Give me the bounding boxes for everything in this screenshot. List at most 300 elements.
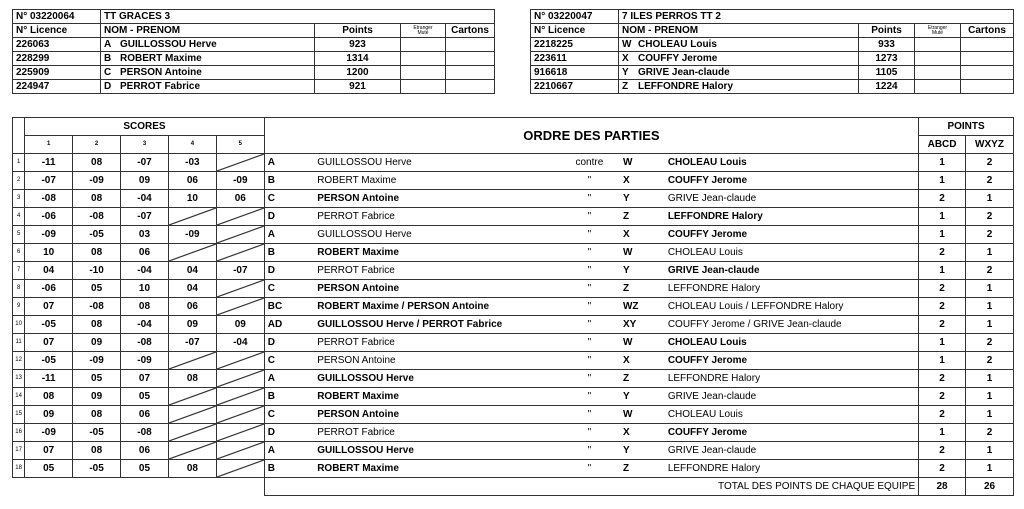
match-number: 13 bbox=[13, 370, 25, 388]
empty-set-cell bbox=[216, 460, 264, 478]
set-score: 09 bbox=[73, 334, 121, 352]
set-score: -04 bbox=[121, 190, 169, 208]
set-score: -09 bbox=[25, 424, 73, 442]
match-number: 9 bbox=[13, 298, 25, 316]
col-etranger: Etranger bbox=[413, 24, 433, 31]
points-abcd: 2 bbox=[919, 442, 966, 460]
match-row bbox=[13, 388, 1014, 406]
team-b-letter: W bbox=[620, 154, 665, 172]
strike-line bbox=[169, 352, 216, 369]
team-a-player: PERSON Antoine bbox=[314, 352, 559, 370]
player-name: GRIVE Jean-claude bbox=[638, 67, 730, 78]
points-wxyz: 1 bbox=[966, 298, 1014, 316]
team-a-letter: B bbox=[264, 460, 314, 478]
set-score: 03 bbox=[121, 226, 169, 244]
player-name-cell bbox=[619, 66, 859, 80]
team-b-player: CHOLEAU Louis bbox=[665, 154, 919, 172]
set-score: 08 bbox=[168, 460, 216, 478]
team-a-player: PERSON Antoine bbox=[314, 406, 559, 424]
player-points: 1200 bbox=[315, 66, 401, 80]
points-wxyz: 1 bbox=[966, 244, 1014, 262]
player-letter: Z bbox=[622, 81, 629, 92]
player-row bbox=[531, 80, 1014, 94]
team-a-letter: A bbox=[264, 226, 314, 244]
player-cartons bbox=[961, 66, 1014, 80]
team-a-player: PERROT Fabrice bbox=[314, 424, 559, 442]
col-licence: N° Licence bbox=[13, 24, 101, 38]
empty-set-cell bbox=[216, 352, 264, 370]
col-points: Points bbox=[859, 24, 915, 38]
col-points: Points bbox=[315, 24, 401, 38]
player-etranger-mute bbox=[401, 38, 446, 52]
points-wxyz: 1 bbox=[966, 406, 1014, 424]
match-row bbox=[13, 190, 1014, 208]
team-b-player: LEFFONDRE Halory bbox=[665, 280, 919, 298]
set-score: -11 bbox=[25, 154, 73, 172]
set-score: -07 bbox=[121, 154, 169, 172]
match-number: 12 bbox=[13, 352, 25, 370]
team-b-player: GRIVE Jean-claude bbox=[665, 442, 919, 460]
set-score: 08 bbox=[168, 370, 216, 388]
set-score: 10 bbox=[25, 244, 73, 262]
player-etranger-mute bbox=[401, 66, 446, 80]
player-cartons bbox=[961, 38, 1014, 52]
team-header-row bbox=[13, 10, 495, 24]
strike-line bbox=[217, 406, 264, 423]
set-header: 5 bbox=[216, 136, 264, 154]
team-b-player: CHOLEAU Louis bbox=[665, 244, 919, 262]
col-cartons: Cartons bbox=[961, 24, 1014, 38]
player-cartons bbox=[446, 80, 495, 94]
versus-label: " bbox=[559, 370, 620, 388]
team-a-player: ROBERT Maxime bbox=[314, 388, 559, 406]
player-row bbox=[13, 80, 495, 94]
empty-set-cell bbox=[168, 442, 216, 460]
points-abcd: 2 bbox=[919, 280, 966, 298]
set-score: 10 bbox=[168, 190, 216, 208]
versus-label: " bbox=[559, 280, 620, 298]
versus-label: " bbox=[559, 442, 620, 460]
set-score: -11 bbox=[25, 370, 73, 388]
team-b-letter: W bbox=[620, 334, 665, 352]
col-licence: N° Licence bbox=[531, 24, 619, 38]
points-abcd: 2 bbox=[919, 388, 966, 406]
match-row bbox=[13, 316, 1014, 334]
match-row bbox=[13, 298, 1014, 316]
versus-label: " bbox=[559, 208, 620, 226]
points-wxyz: 1 bbox=[966, 442, 1014, 460]
player-name-cell bbox=[101, 80, 315, 94]
points-abcd: 1 bbox=[919, 262, 966, 280]
strike-line bbox=[217, 244, 264, 261]
points-abcd: 1 bbox=[919, 334, 966, 352]
player-cartons bbox=[961, 52, 1014, 66]
set-header: 3 bbox=[121, 136, 169, 154]
strike-line bbox=[169, 208, 216, 225]
team-b-player: CHOLEAU Louis bbox=[665, 334, 919, 352]
empty-set-cell bbox=[216, 208, 264, 226]
team-b-letter: Z bbox=[620, 280, 665, 298]
points-abcd: 1 bbox=[919, 154, 966, 172]
strike-line bbox=[217, 460, 264, 477]
player-licence: 223611 bbox=[531, 52, 619, 66]
player-name-cell bbox=[619, 52, 859, 66]
team-a-letter: B bbox=[264, 172, 314, 190]
player-name: CHOLEAU Louis bbox=[638, 39, 717, 50]
match-row bbox=[13, 406, 1014, 424]
match-number: 18 bbox=[13, 460, 25, 478]
set-score: -09 bbox=[25, 226, 73, 244]
team-b-player: GRIVE Jean-claude bbox=[665, 388, 919, 406]
player-name: PERROT Fabrice bbox=[120, 81, 201, 92]
player-points: 933 bbox=[859, 38, 915, 52]
team-a-player: PERSON Antoine bbox=[314, 190, 559, 208]
team-b-letter: Z bbox=[620, 208, 665, 226]
points-abcd: 1 bbox=[919, 172, 966, 190]
col-etranger: Etranger bbox=[927, 24, 948, 31]
set-score: -08 bbox=[73, 208, 121, 226]
team-a-player: GUILLOSSOU Herve / PERROT Fabrice bbox=[314, 316, 559, 334]
set-score: 10 bbox=[121, 280, 169, 298]
empty-set-cell bbox=[216, 244, 264, 262]
player-name-cell bbox=[101, 52, 315, 66]
team-a-player: GUILLOSSOU Herve bbox=[314, 442, 559, 460]
player-licence: 2218225 bbox=[531, 38, 619, 52]
set-score: 08 bbox=[73, 442, 121, 460]
empty-set-cell bbox=[168, 406, 216, 424]
match-number: 2 bbox=[13, 172, 25, 190]
player-letter: Y bbox=[622, 67, 629, 78]
set-score: 09 bbox=[168, 316, 216, 334]
set-score: -08 bbox=[121, 334, 169, 352]
set-score: -03 bbox=[168, 154, 216, 172]
team-b-player: GRIVE Jean-claude bbox=[665, 190, 919, 208]
team-a-player: GUILLOSSOU Herve bbox=[314, 154, 559, 172]
points-abcd: 2 bbox=[919, 316, 966, 334]
points-abcd: 2 bbox=[919, 406, 966, 424]
versus-label: " bbox=[559, 334, 620, 352]
strike-line bbox=[217, 388, 264, 405]
points-abcd: 2 bbox=[919, 244, 966, 262]
team-a-letter: A bbox=[264, 442, 314, 460]
strike-line bbox=[217, 370, 264, 387]
team-a-player: PERROT Fabrice bbox=[314, 208, 559, 226]
total-wxyz: 26 bbox=[966, 478, 1014, 496]
team-b-player: COUFFY Jerome bbox=[665, 352, 919, 370]
empty-set-cell bbox=[216, 226, 264, 244]
player-name-cell bbox=[619, 38, 859, 52]
points-wxyz: 1 bbox=[966, 460, 1014, 478]
set-score: -09 bbox=[216, 172, 264, 190]
team-b-player: CHOLEAU Louis bbox=[665, 406, 919, 424]
team-a-player: PERROT Fabrice bbox=[314, 334, 559, 352]
team-name: TT GRACES 3 bbox=[101, 10, 495, 24]
points-wxyz: 1 bbox=[966, 370, 1014, 388]
points-abcd: 1 bbox=[919, 226, 966, 244]
team-b-letter: WZ bbox=[620, 298, 665, 316]
player-row bbox=[13, 66, 495, 80]
empty-set-cell bbox=[216, 424, 264, 442]
match-number: 10 bbox=[13, 316, 25, 334]
match-row bbox=[13, 280, 1014, 298]
set-score: 08 bbox=[121, 298, 169, 316]
points-wxyz: 2 bbox=[966, 262, 1014, 280]
empty-set-cell bbox=[168, 208, 216, 226]
player-letter: X bbox=[622, 53, 629, 64]
strike-line bbox=[169, 388, 216, 405]
set-score: 05 bbox=[121, 460, 169, 478]
strike-line bbox=[169, 442, 216, 459]
set-score: -08 bbox=[121, 424, 169, 442]
set-score: -05 bbox=[25, 352, 73, 370]
team-a-letter: C bbox=[264, 190, 314, 208]
set-score: -08 bbox=[25, 190, 73, 208]
versus-label: " bbox=[559, 262, 620, 280]
match-number: 3 bbox=[13, 190, 25, 208]
set-score: 08 bbox=[73, 154, 121, 172]
set-score: -10 bbox=[73, 262, 121, 280]
player-points: 1314 bbox=[315, 52, 401, 66]
col-mute: Muté bbox=[931, 29, 944, 36]
team-a-letter: C bbox=[264, 406, 314, 424]
player-points: 921 bbox=[315, 80, 401, 94]
match-row bbox=[13, 370, 1014, 388]
points-abcd: 2 bbox=[919, 460, 966, 478]
empty-set-cell bbox=[168, 352, 216, 370]
versus-label: " bbox=[559, 460, 620, 478]
player-etranger-mute bbox=[915, 52, 961, 66]
match-number: 5 bbox=[13, 226, 25, 244]
set-score: 08 bbox=[73, 316, 121, 334]
set-score: 06 bbox=[121, 442, 169, 460]
versus-label: " bbox=[559, 190, 620, 208]
abcd-header: ABCD bbox=[919, 136, 966, 154]
player-letter: W bbox=[622, 39, 632, 50]
player-letter: C bbox=[104, 67, 112, 78]
team-a-letter: B bbox=[264, 244, 314, 262]
team-a-letter: D bbox=[264, 424, 314, 442]
player-name: GUILLOSSOU Herve bbox=[120, 39, 217, 50]
points-abcd: 1 bbox=[919, 352, 966, 370]
strike-line bbox=[217, 424, 264, 441]
team-b-letter: Y bbox=[620, 388, 665, 406]
set-header: 4 bbox=[168, 136, 216, 154]
player-row bbox=[531, 38, 1014, 52]
set-score: 07 bbox=[25, 334, 73, 352]
match-number: 14 bbox=[13, 388, 25, 406]
col-cartons: Cartons bbox=[446, 24, 495, 38]
points-wxyz: 1 bbox=[966, 280, 1014, 298]
set-score: -06 bbox=[25, 280, 73, 298]
set-score: -07 bbox=[216, 262, 264, 280]
player-cartons bbox=[446, 38, 495, 52]
player-licence: 2210667 bbox=[531, 80, 619, 94]
player-licence: 226063 bbox=[13, 38, 101, 52]
points-abcd: 1 bbox=[919, 424, 966, 442]
points-abcd: 1 bbox=[919, 208, 966, 226]
team-name: 7 ILES PERROS TT 2 bbox=[619, 10, 1014, 24]
set-score: 06 bbox=[168, 298, 216, 316]
match-number: 1 bbox=[13, 154, 25, 172]
team-b-player: COUFFY Jerome / GRIVE Jean-claude bbox=[665, 316, 919, 334]
set-score: -06 bbox=[25, 208, 73, 226]
player-etranger-mute bbox=[915, 80, 961, 94]
set-score: 08 bbox=[25, 388, 73, 406]
set-header: 1 bbox=[25, 136, 73, 154]
empty-set-cell bbox=[216, 154, 264, 172]
player-cartons bbox=[446, 52, 495, 66]
team-a-letter: D bbox=[264, 334, 314, 352]
team-a-letter: A bbox=[264, 370, 314, 388]
corner-cell bbox=[13, 118, 25, 136]
set-score: 06 bbox=[121, 244, 169, 262]
team-b-letter: X bbox=[620, 424, 665, 442]
set-score: 05 bbox=[25, 460, 73, 478]
team-a-letter: D bbox=[264, 262, 314, 280]
points-abcd: 2 bbox=[919, 370, 966, 388]
team-a-player: ROBERT Maxime bbox=[314, 460, 559, 478]
match-row bbox=[13, 442, 1014, 460]
team-b-letter: X bbox=[620, 172, 665, 190]
match-number: 17 bbox=[13, 442, 25, 460]
player-name-cell bbox=[619, 80, 859, 94]
empty-set-cell bbox=[168, 424, 216, 442]
team-a-player: ROBERT Maxime bbox=[314, 244, 559, 262]
strike-line bbox=[169, 424, 216, 441]
player-licence: 228299 bbox=[13, 52, 101, 66]
versus-label: contre bbox=[559, 154, 620, 172]
team-number: N° 03220064 bbox=[13, 10, 101, 24]
points-wxyz: 2 bbox=[966, 172, 1014, 190]
match-number: 11 bbox=[13, 334, 25, 352]
set-header: 2 bbox=[73, 136, 121, 154]
player-points: 1224 bbox=[859, 80, 915, 94]
set-score: 05 bbox=[73, 280, 121, 298]
team-columns-row bbox=[13, 24, 495, 38]
match-number: 16 bbox=[13, 424, 25, 442]
team-left-table bbox=[12, 9, 495, 94]
set-score: -05 bbox=[73, 460, 121, 478]
strike-line bbox=[217, 352, 264, 369]
team-right-table bbox=[530, 9, 1014, 94]
score-sheet-table bbox=[12, 117, 1014, 496]
set-score: -04 bbox=[121, 316, 169, 334]
corner-cell bbox=[13, 136, 25, 154]
team-b-letter: Z bbox=[620, 460, 665, 478]
team-b-player: LEFFONDRE Halory bbox=[665, 460, 919, 478]
points-wxyz: 2 bbox=[966, 226, 1014, 244]
points-wxyz: 2 bbox=[966, 154, 1014, 172]
col-mute: Muté bbox=[417, 29, 429, 36]
team-a-letter: BC bbox=[264, 298, 314, 316]
versus-label: " bbox=[559, 316, 620, 334]
empty-set-cell bbox=[168, 244, 216, 262]
order-header: ORDRE DES PARTIES bbox=[264, 118, 918, 154]
points-wxyz: 2 bbox=[966, 208, 1014, 226]
versus-label: " bbox=[559, 424, 620, 442]
set-score: 06 bbox=[168, 172, 216, 190]
points-wxyz: 1 bbox=[966, 316, 1014, 334]
points-wxyz: 2 bbox=[966, 424, 1014, 442]
player-licence: 224947 bbox=[13, 80, 101, 94]
set-score: 09 bbox=[216, 316, 264, 334]
match-row bbox=[13, 262, 1014, 280]
team-a-letter: B bbox=[264, 388, 314, 406]
set-score: 04 bbox=[25, 262, 73, 280]
points-abcd: 2 bbox=[919, 190, 966, 208]
set-score: 04 bbox=[168, 280, 216, 298]
set-score: 09 bbox=[25, 406, 73, 424]
set-score: -07 bbox=[121, 208, 169, 226]
empty-set-cell bbox=[216, 388, 264, 406]
set-score: 08 bbox=[73, 190, 121, 208]
set-score: 05 bbox=[121, 388, 169, 406]
empty-set-cell bbox=[216, 370, 264, 388]
empty-set-cell bbox=[216, 406, 264, 424]
team-b-letter: Y bbox=[620, 442, 665, 460]
player-row bbox=[13, 38, 495, 52]
player-cartons bbox=[446, 66, 495, 80]
versus-label: " bbox=[559, 388, 620, 406]
team-a-letter: C bbox=[264, 280, 314, 298]
team-a-letter: D bbox=[264, 208, 314, 226]
team-b-letter: W bbox=[620, 244, 665, 262]
player-etranger-mute bbox=[401, 52, 446, 66]
wxyz-header: WXYZ bbox=[966, 136, 1014, 154]
team-number: N° 03220047 bbox=[531, 10, 619, 24]
set-score: -04 bbox=[121, 262, 169, 280]
team-a-player: GUILLOSSOU Herve bbox=[314, 226, 559, 244]
total-abcd: 28 bbox=[919, 478, 966, 496]
team-a-player: GUILLOSSOU Herve bbox=[314, 370, 559, 388]
points-abcd: 2 bbox=[919, 298, 966, 316]
versus-label: " bbox=[559, 172, 620, 190]
team-b-player: CHOLEAU Louis / LEFFONDRE Halory bbox=[665, 298, 919, 316]
team-b-player: COUFFY Jerome bbox=[665, 172, 919, 190]
set-score: 07 bbox=[25, 442, 73, 460]
total-label: TOTAL DES POINTS DE CHAQUE EQUIPE bbox=[264, 478, 918, 496]
team-a-player: PERSON Antoine bbox=[314, 280, 559, 298]
match-row bbox=[13, 208, 1014, 226]
scores-header: SCORES bbox=[25, 118, 265, 136]
match-row bbox=[13, 172, 1014, 190]
team-b-letter: X bbox=[620, 352, 665, 370]
player-letter: B bbox=[104, 53, 112, 64]
team-header-row bbox=[531, 10, 1014, 24]
player-name-cell bbox=[101, 66, 315, 80]
team-columns-row bbox=[531, 24, 1014, 38]
team-b-letter: Y bbox=[620, 262, 665, 280]
empty-set-cell bbox=[168, 388, 216, 406]
points-wxyz: 1 bbox=[966, 190, 1014, 208]
set-score: -05 bbox=[73, 424, 121, 442]
strike-line bbox=[217, 442, 264, 459]
player-name: ROBERT Maxime bbox=[120, 53, 202, 64]
match-number: 15 bbox=[13, 406, 25, 424]
team-b-letter: XY bbox=[620, 316, 665, 334]
match-row bbox=[13, 334, 1014, 352]
set-score: 09 bbox=[121, 172, 169, 190]
team-b-letter: Z bbox=[620, 370, 665, 388]
set-score: -09 bbox=[121, 352, 169, 370]
points-wxyz: 2 bbox=[966, 352, 1014, 370]
versus-label: " bbox=[559, 406, 620, 424]
col-name: NOM - PRENOM bbox=[619, 24, 859, 38]
match-row bbox=[13, 154, 1014, 172]
player-name: LEFFONDRE Halory bbox=[638, 81, 734, 92]
team-b-player: LEFFONDRE Halory bbox=[665, 370, 919, 388]
player-letter: D bbox=[104, 81, 112, 92]
